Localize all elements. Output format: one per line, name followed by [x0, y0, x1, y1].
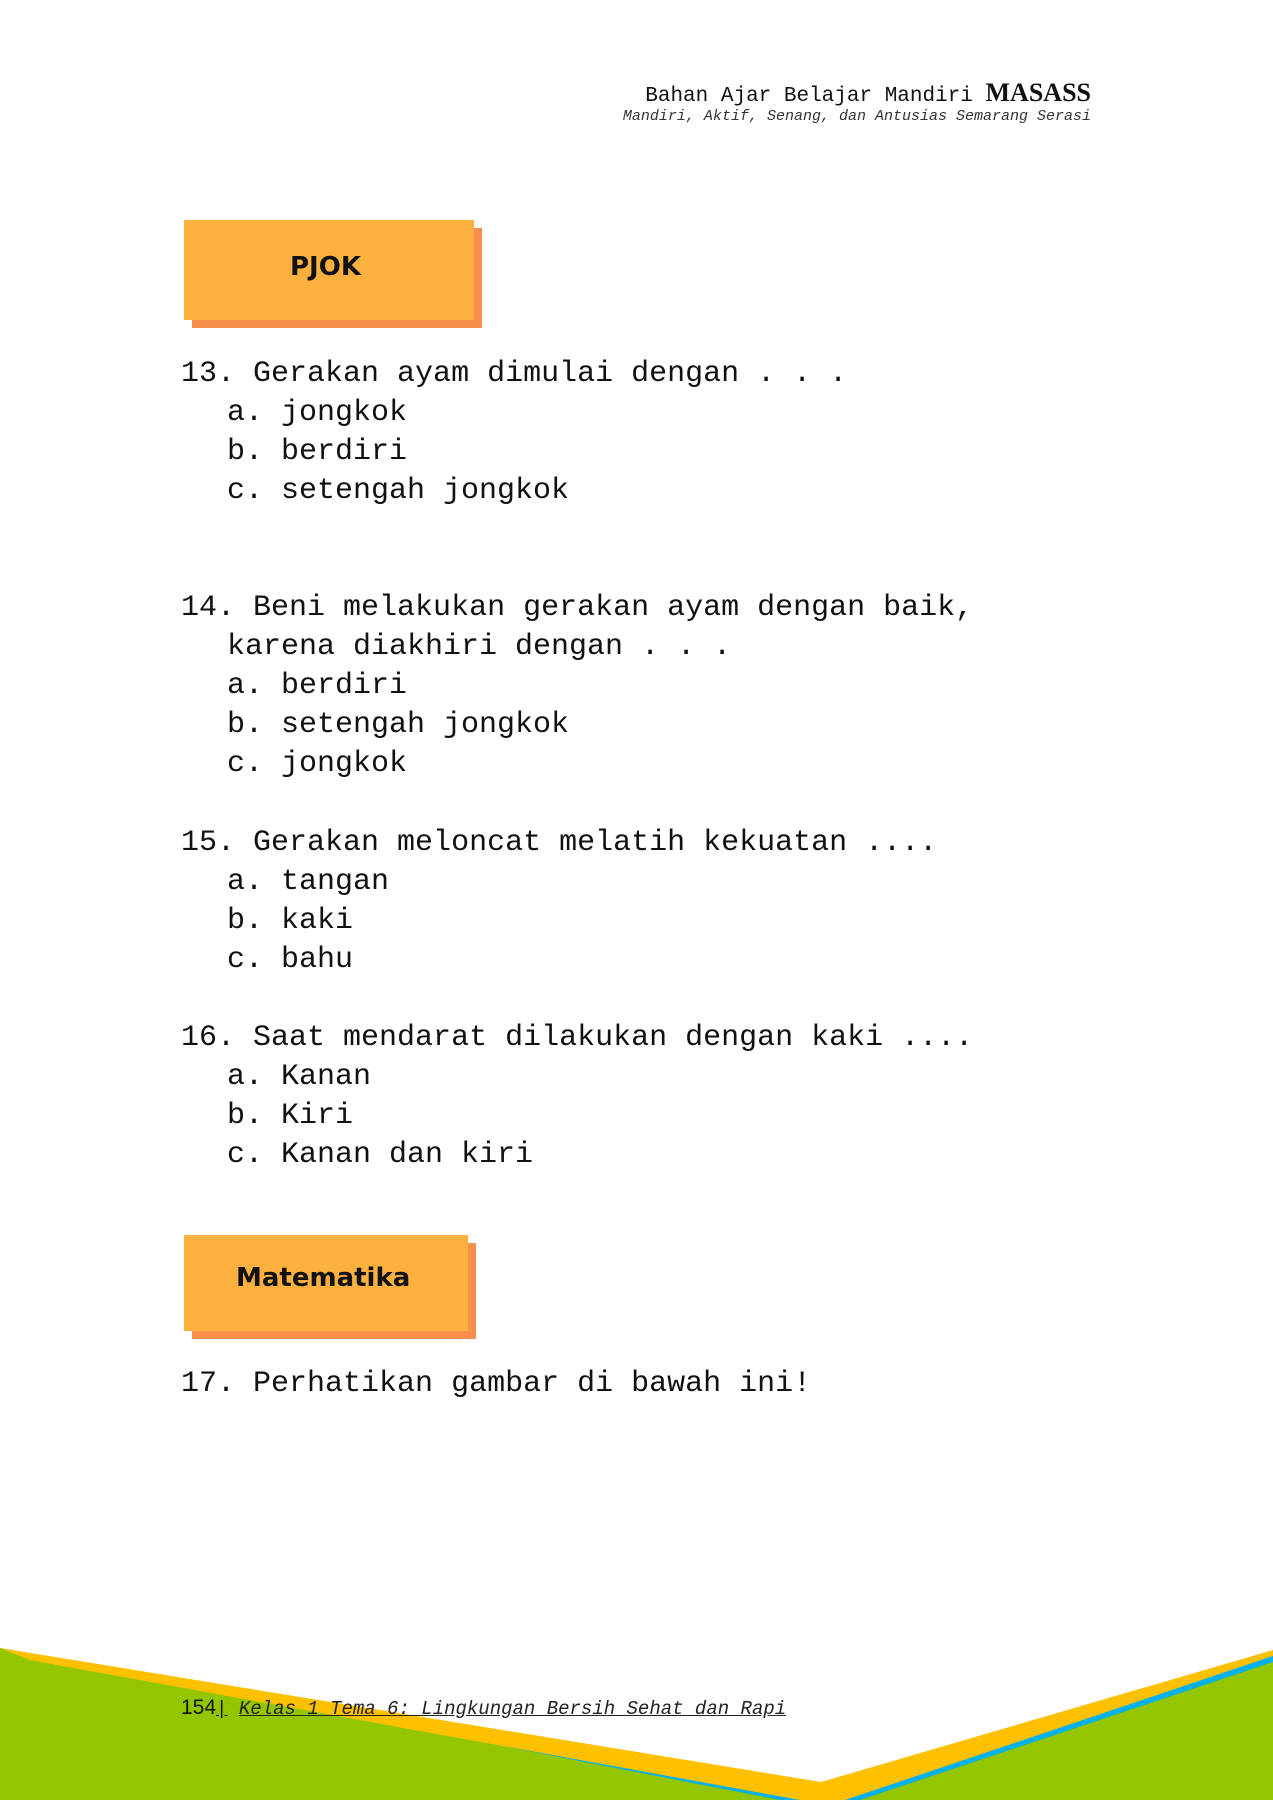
option: c. jongkok [227, 747, 408, 781]
header-title-text: Bahan Ajar Belajar Mandiri [645, 85, 973, 108]
question-17 [181, 1366, 811, 1402]
header-brand: MASASS [985, 78, 1091, 107]
footer-text [181, 1696, 786, 1720]
question-15 [181, 825, 937, 861]
option: b. setengah jongkok [227, 708, 570, 742]
section-label-text: PJOK [290, 252, 361, 282]
question-text: Gerakan meloncat melatih kekuatan .... [253, 826, 938, 860]
question-text: Beni melakukan gerakan ayam dengan baik, [253, 591, 974, 625]
option: b. berdiri [227, 435, 408, 469]
option: b. kaki [227, 904, 354, 938]
footer-separator: | [216, 1698, 228, 1720]
option: a. jongkok [227, 396, 408, 430]
question-number: 16. [181, 1021, 236, 1055]
option: a. tangan [227, 865, 390, 899]
header-subtitle: Mandiri, Aktif, Senang, dan Antusias Semarang Serasi [622, 108, 1091, 125]
section-label-pjok [184, 220, 474, 320]
footer-title: Kelas 1 Tema 6: Lingkungan Bersih Sehat dan Rapi [238, 1698, 787, 1720]
header-title [645, 78, 1091, 108]
question-16 [181, 1020, 973, 1056]
question-text: Gerakan ayam dimulai dengan . . . [253, 357, 848, 391]
question-13 [181, 356, 847, 392]
option: c. bahu [227, 943, 354, 977]
question-14-line2: karena diakhiri dengan . . . [227, 630, 732, 664]
page-number: 154 [181, 1696, 217, 1719]
question-14 [181, 590, 973, 626]
question-number: 15. [181, 826, 236, 860]
question-text: Perhatikan gambar di bawah ini! [253, 1367, 812, 1401]
question-number: 14. [181, 591, 236, 625]
option: c. Kanan dan kiri [227, 1138, 534, 1172]
question-text: Saat mendarat dilakukan dengan kaki .... [253, 1021, 974, 1055]
option: b. Kiri [227, 1099, 354, 1133]
option: a. berdiri [227, 669, 408, 703]
section-label-text: Matematika [236, 1263, 411, 1293]
option: c. setengah jongkok [227, 474, 570, 508]
question-number: 17. [181, 1367, 236, 1401]
section-label-matematika [184, 1235, 468, 1331]
option: a. Kanan [227, 1060, 372, 1094]
question-number: 13. [181, 357, 236, 391]
